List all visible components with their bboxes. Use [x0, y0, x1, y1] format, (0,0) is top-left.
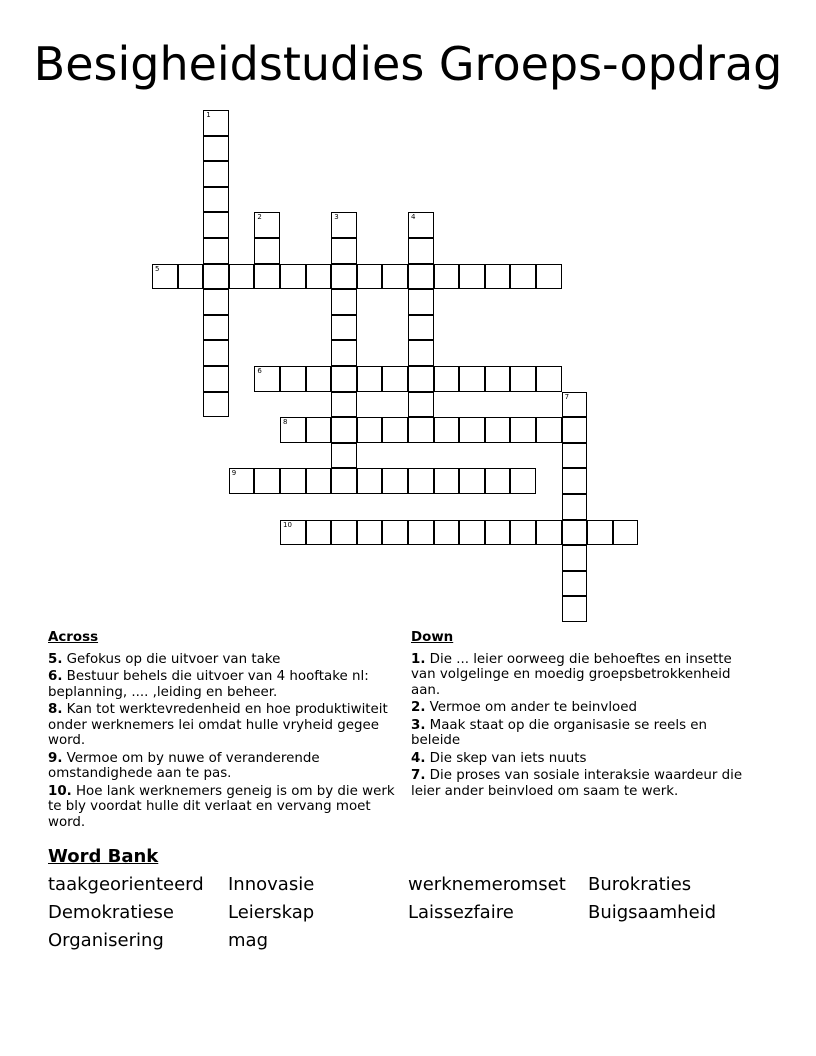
grid-cell[interactable]	[459, 417, 485, 443]
down-clues	[411, 630, 756, 801]
grid-cell[interactable]	[562, 494, 588, 520]
grid-cell[interactable]	[203, 392, 229, 418]
grid-cell[interactable]	[280, 366, 306, 392]
word-bank-word: mag	[228, 930, 268, 951]
clue-text: Maak staat op die organisasie se reels en beleide	[411, 717, 708, 748]
grid-cell[interactable]	[280, 520, 306, 546]
grid-cell[interactable]	[203, 366, 229, 392]
grid-cell[interactable]	[562, 392, 588, 418]
grid-cell[interactable]	[536, 417, 562, 443]
grid-cell[interactable]	[536, 264, 562, 290]
grid-cell[interactable]	[485, 468, 511, 494]
grid-cell[interactable]	[485, 520, 511, 546]
grid-cell[interactable]	[434, 520, 460, 546]
word-bank-word: taakgeorienteerd	[48, 874, 204, 895]
clue-number: 2	[257, 213, 262, 222]
word-bank-word: Innovasie	[228, 874, 315, 895]
clue-number: 1.	[411, 651, 426, 667]
grid-cell[interactable]	[306, 417, 332, 443]
grid-cell[interactable]	[408, 520, 434, 546]
grid-cell[interactable]	[510, 417, 536, 443]
grid-cell[interactable]	[408, 212, 434, 238]
across-clue	[48, 702, 403, 749]
page-title: Besigheidstudies Groeps-opdrag	[33, 37, 783, 91]
across-clues	[48, 630, 403, 832]
grid-cell[interactable]	[459, 366, 485, 392]
clue-number: 9	[231, 469, 237, 478]
clue-text: Kan tot werktevredenheid en hoe produktiwiteit onder werknemers lei omdat hulle vryheid gegee word.	[48, 702, 388, 748]
grid-cell[interactable]	[203, 315, 229, 341]
grid-cell[interactable]	[306, 468, 332, 494]
grid-cell[interactable]	[178, 264, 204, 290]
grid-cell[interactable]	[280, 468, 306, 494]
word-bank-word: Demokratiese	[48, 902, 174, 923]
grid-cell[interactable]	[203, 289, 229, 315]
grid-cell[interactable]	[382, 520, 408, 546]
clue-text: Vermoe om ander te beinvloed	[425, 700, 637, 715]
across-clue-list	[48, 652, 403, 831]
clue-number: 5.	[48, 651, 63, 667]
clue-text: Gefokus op die uitvoer van take	[62, 651, 281, 667]
grid-cell[interactable]	[203, 238, 229, 264]
grid-cell[interactable]	[485, 264, 511, 290]
grid-cell[interactable]	[408, 392, 434, 418]
clue-text: Die ... leier oorweeg die behoeftes en insette van volgelinge en moedig groepsbetrokkenheid aan.	[411, 651, 732, 698]
clue-number: 6	[257, 367, 262, 375]
grid-cell[interactable]	[203, 110, 229, 136]
grid-cell[interactable]	[203, 187, 229, 213]
clue-text: Die skep van iets nuuts	[425, 750, 587, 766]
clue-text: Bestuur behels die uitvoer van 4 hooftake nl: beplanning, .... ,leiding en beheer.	[48, 669, 369, 700]
grid-cell[interactable]	[587, 520, 613, 546]
across-clue	[48, 652, 403, 668]
grid-cell[interactable]	[280, 264, 306, 290]
grid-cell[interactable]	[459, 520, 485, 546]
word-bank-heading: Word Bank	[48, 846, 159, 867]
grid-cell[interactable]	[357, 264, 383, 290]
clue-number: 10	[283, 520, 292, 529]
grid-cell[interactable]	[331, 289, 357, 315]
clue-text: Vermoe om by nuwe of veranderende omstandighede aan te pas.	[48, 750, 320, 781]
grid-cell[interactable]	[203, 161, 229, 187]
grid-cell[interactable]	[357, 366, 383, 392]
grid-cell[interactable]	[536, 366, 562, 392]
clue-number: 3.	[411, 717, 426, 733]
grid-cell[interactable]	[408, 315, 434, 341]
clue-number: 8	[283, 418, 288, 427]
grid-cell[interactable]	[434, 366, 460, 392]
grid-cell[interactable]	[254, 212, 280, 238]
across-heading: Across	[48, 630, 99, 645]
grid-cell[interactable]	[331, 468, 357, 494]
grid-cell[interactable]	[229, 264, 255, 290]
grid-cell[interactable]	[434, 264, 460, 290]
across-clue	[48, 784, 403, 831]
grid-cell[interactable]	[331, 417, 357, 443]
grid-cell[interactable]	[382, 468, 408, 494]
grid-cell[interactable]	[485, 417, 511, 443]
grid-cell[interactable]	[382, 264, 408, 290]
grid-cell[interactable]	[254, 238, 280, 264]
word-bank-word: werknemeromset	[408, 874, 566, 895]
down-clue	[411, 652, 756, 699]
grid-cell[interactable]	[357, 520, 383, 546]
grid-cell[interactable]	[382, 417, 408, 443]
clue-number: 6.	[48, 669, 63, 684]
grid-cell[interactable]	[331, 238, 357, 264]
grid-cell[interactable]	[562, 520, 588, 546]
grid-cell[interactable]	[408, 468, 434, 494]
grid-cell[interactable]	[306, 264, 332, 290]
grid-cell[interactable]	[510, 468, 536, 494]
grid-cell[interactable]	[562, 545, 588, 571]
grid-cell[interactable]	[510, 520, 536, 546]
clue-number: 8.	[48, 702, 63, 717]
grid-cell[interactable]	[229, 468, 255, 494]
grid-cell[interactable]	[306, 520, 332, 546]
across-clue	[48, 751, 403, 782]
word-bank-word: Organisering	[48, 930, 164, 951]
grid-cell[interactable]	[331, 520, 357, 546]
grid-cell[interactable]	[510, 366, 536, 392]
grid-cell[interactable]	[280, 417, 306, 443]
grid-cell[interactable]	[562, 596, 588, 622]
clue-number: 7.	[411, 768, 426, 783]
clue-number: 4.	[411, 750, 426, 766]
clue-number: 10.	[48, 783, 72, 799]
clue-number: 9.	[48, 750, 63, 766]
grid-cell[interactable]	[562, 468, 588, 494]
grid-cell[interactable]	[459, 264, 485, 290]
grid-cell[interactable]	[562, 417, 588, 443]
grid-cell[interactable]	[408, 340, 434, 366]
grid-cell[interactable]	[331, 315, 357, 341]
down-clue	[411, 700, 756, 716]
grid-cell[interactable]	[408, 417, 434, 443]
grid-cell[interactable]	[331, 443, 357, 469]
grid-cell[interactable]	[203, 212, 229, 238]
clue-number: 3	[334, 213, 339, 222]
down-clue	[411, 751, 756, 767]
clue-number: 4	[411, 213, 416, 222]
word-bank-word: Laissezfaire	[408, 902, 514, 923]
word-bank-word: Buigsaamheid	[588, 902, 717, 923]
grid-cell[interactable]	[357, 417, 383, 443]
grid-cell[interactable]	[331, 392, 357, 418]
grid-cell[interactable]	[331, 212, 357, 238]
word-bank-word: Burokraties	[588, 874, 692, 895]
grid-cell[interactable]	[434, 417, 460, 443]
word-bank-word: Leierskap	[228, 902, 315, 923]
grid-cell[interactable]	[485, 366, 511, 392]
clue-text: Die proses van sosiale interaksie waardeur die leier ander beinvloed om saam te werk.	[411, 768, 743, 799]
grid-cell[interactable]	[408, 289, 434, 315]
grid-cell[interactable]	[254, 264, 280, 290]
clue-text: Hoe lank werknemers geneig is om by die werk te bly voordat hulle dit verlaat en vervang moet word.	[48, 783, 395, 830]
down-clue	[411, 768, 756, 799]
grid-cell[interactable]	[613, 520, 639, 546]
grid-cell[interactable]	[331, 340, 357, 366]
clue-number: 5	[155, 264, 160, 273]
grid-cell[interactable]	[152, 264, 178, 290]
grid-cell[interactable]	[331, 264, 357, 290]
clue-number: 7	[564, 392, 570, 401]
grid-cell[interactable]	[203, 136, 229, 162]
grid-cell[interactable]	[382, 366, 408, 392]
grid-cell[interactable]	[203, 340, 229, 366]
down-clue	[411, 718, 756, 749]
down-clue-list	[411, 652, 756, 800]
clue-number: 2.	[411, 700, 426, 715]
grid-cell[interactable]	[254, 366, 280, 392]
grid-cell[interactable]	[331, 366, 357, 392]
grid-cell[interactable]	[408, 238, 434, 264]
clue-number: 1	[206, 111, 211, 119]
grid-cell[interactable]	[562, 443, 588, 469]
grid-cell[interactable]	[254, 468, 280, 494]
grid-cell[interactable]	[203, 264, 229, 290]
down-heading: Down	[411, 630, 454, 645]
across-clue	[48, 669, 403, 700]
grid-cell[interactable]	[510, 264, 536, 290]
grid-cell[interactable]	[306, 366, 332, 392]
grid-cell[interactable]	[459, 468, 485, 494]
grid-cell[interactable]	[562, 571, 588, 597]
grid-cell[interactable]	[536, 520, 562, 546]
grid-cell[interactable]	[408, 366, 434, 392]
grid-cell[interactable]	[434, 468, 460, 494]
grid-cell[interactable]	[357, 468, 383, 494]
grid-cell[interactable]	[408, 264, 434, 290]
